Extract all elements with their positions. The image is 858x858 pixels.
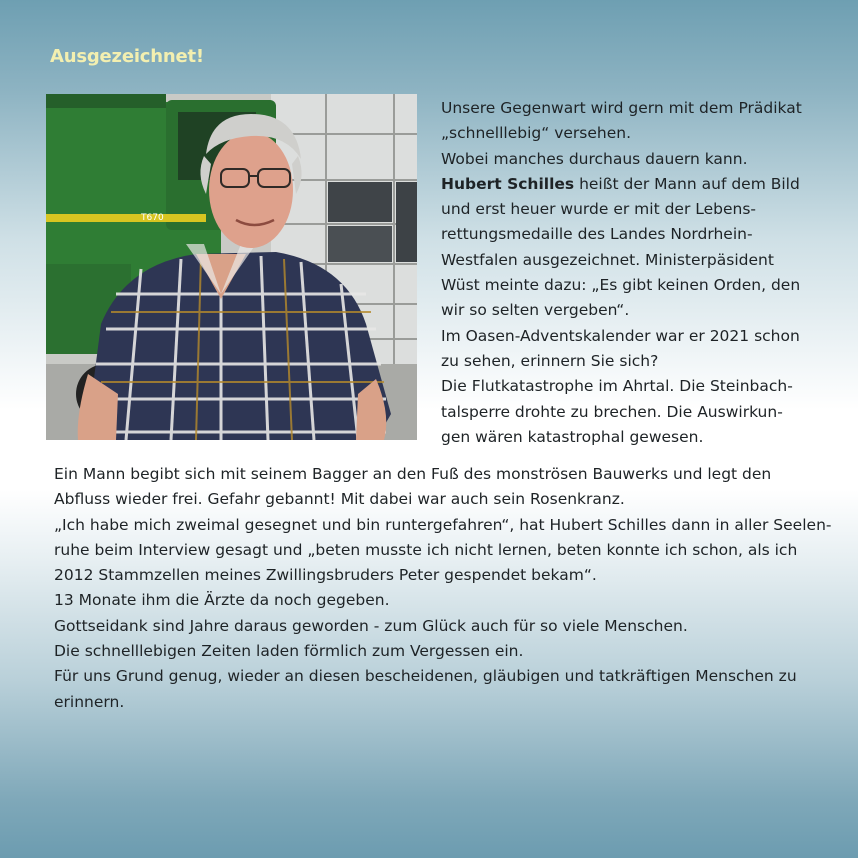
intro-line: talsperre drohte zu brechen. Die Auswirkun- xyxy=(441,402,783,421)
story-text xyxy=(54,462,854,715)
story-line: 13 Monate ihm die Ärzte da noch gegeben. xyxy=(54,591,390,610)
portrait-photo xyxy=(46,94,417,440)
story-line: Für uns Grund genug, wieder an diesen bescheidenen, gläubigen und tatkräftigen Menschen zu xyxy=(54,667,797,686)
intro-line: wir so selten vergeben“. xyxy=(441,301,630,320)
intro-line: Westfalen ausgezeichnet. Ministerpäsident xyxy=(441,250,774,269)
intro-line-rest: heißt der Mann auf dem Bild xyxy=(574,174,800,193)
machine-label: T670 xyxy=(141,213,164,223)
intro-line: und erst heuer wurde er mit der Lebens- xyxy=(441,200,757,219)
intro-line: „schnelllebig“ versehen. xyxy=(441,124,632,143)
person-name: Hubert Schilles xyxy=(441,174,575,193)
intro-line: zu sehen, erinnern Sie sich? xyxy=(441,351,659,370)
intro-line xyxy=(441,172,821,197)
story-line: Gottseidank sind Jahre daraus geworden - zum Glück auch für so viele Menschen. xyxy=(54,616,688,635)
page-title: Ausgezeichnet! xyxy=(50,46,204,67)
story-line: ruhe beim Interview gesagt und „beten musste ich nicht lernen, beten konnte ich schon, als ich xyxy=(54,540,798,559)
story-line: Die schnelllebigen Zeiten laden förmlich zum Vergessen ein. xyxy=(54,642,524,661)
intro-text xyxy=(441,96,821,450)
intro-line: gen wären katastrophal gewesen. xyxy=(441,427,704,446)
intro-line: Im Oasen-Adventskalender war er 2021 schon xyxy=(441,326,800,345)
story-line: erinnern. xyxy=(54,692,125,711)
story-line: Ein Mann begibt sich mit seinem Bagger an den Fuß des monströsen Bauwerks und legt den xyxy=(54,465,772,483)
intro-line: Die Flutkatastrophe im Ahrtal. Die Steinbach- xyxy=(441,377,793,396)
story-line: „Ich habe mich zweimal gesegnet und bin runtergefahren“, hat Hubert Schilles dann in aller Seelen- xyxy=(54,515,832,534)
story-line: 2012 Stammzellen meines Zwillingsbruders Peter gespendet bekam“. xyxy=(54,566,597,585)
intro-line: Unsere Gegenwart wird gern mit dem Prädikat xyxy=(441,99,802,117)
intro-line: Wüst meinte dazu: „Es gibt keinen Orden, den xyxy=(441,276,801,295)
intro-line: rettungsmedaille des Landes Nordrhein- xyxy=(441,225,753,244)
intro-line: Wobei manches durchaus dauern kann. xyxy=(441,149,748,168)
story-line: Abfluss wieder frei. Gefahr gebannt! Mit dabei war auch sein Rosenkranz. xyxy=(54,490,625,509)
